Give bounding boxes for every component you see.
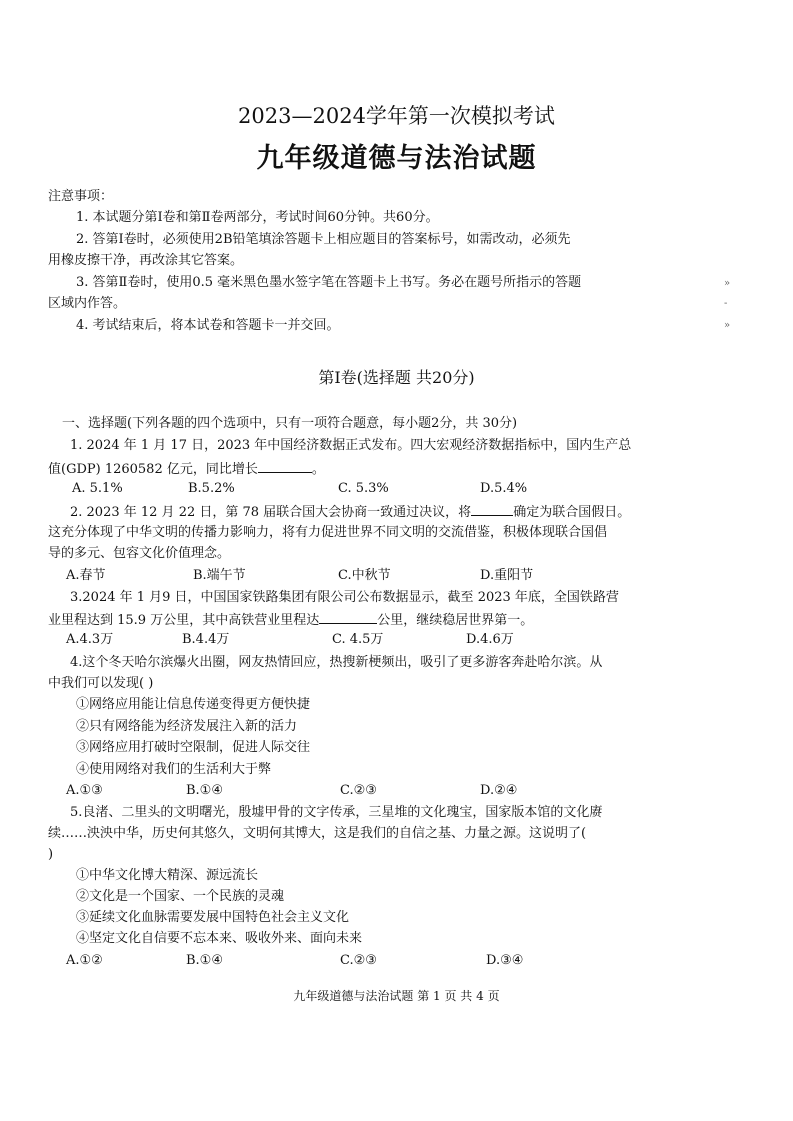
subject-title: 九年级道德与法治试题 <box>256 143 537 174</box>
note-item-2-line-2: 用橡皮擦干净，再改涂其它答案。 <box>48 253 244 268</box>
margin-mark: » <box>724 278 731 289</box>
option-b: B.①④ <box>186 783 223 798</box>
question-stem: 导的多元、包容文化价值理念。 <box>48 546 231 561</box>
statement-item: ④坚定文化自信要不忘本来、吸收外来、面向未来 <box>76 931 363 946</box>
option-c: C.中秋节 <box>338 568 391 583</box>
exam-title: 2023—2024学年第一次模拟考试 <box>238 104 555 128</box>
statement-item: ③网络应用打破时空限制，促进人际交往 <box>76 740 311 755</box>
answer-blank <box>258 460 312 473</box>
page-footer: 九年级道德与法治试题 第 1 页 共 4 页 <box>293 989 500 1003</box>
stem-text: 业里程达到 15.9 万公里，其中高铁营业里程达 <box>48 613 320 628</box>
question-stem: ) <box>48 847 54 862</box>
question-stem: 这充分体现了中华文明的传播力影响力，将有力促进世界不同文明的交流借鉴，积极体现联合国倡 <box>48 525 608 540</box>
option-b: B.①④ <box>186 953 223 968</box>
option-a: A.4.3万 <box>66 632 114 647</box>
question-stem <box>48 460 325 478</box>
question-stem: 5.良渚、二里头的文明曙光，殷墟甲骨的文字传承，三星堆的文化瑰宝，国家版本馆的文化赓 <box>70 805 603 820</box>
note-item-3-line-2: 区域内作答。 <box>48 296 127 311</box>
stem-text: 。 <box>311 462 325 477</box>
statement-item: ④使用网络对我们的生活利大于弊 <box>76 762 272 777</box>
option-c: C. 4.5万 <box>332 632 384 647</box>
question-stem: 中我们可以发现( ) <box>48 676 154 691</box>
margin-mark: - <box>724 298 728 309</box>
section-title: 第Ⅰ卷(选择题 共20分) <box>318 368 475 387</box>
option-d: D.4.6万 <box>466 632 514 647</box>
stem-text: 2. 2023 年 12 月 22 日，第 78 届联合国大会协商一致通过决议，将 <box>70 505 472 520</box>
margin-mark: » <box>724 320 731 331</box>
statement-item: ①网络应用能让信息传递变得更方便快捷 <box>76 697 311 712</box>
question-stem <box>48 611 533 629</box>
stem-text: 确定为联合国假日。 <box>513 505 631 520</box>
option-d: D.③④ <box>486 953 524 968</box>
statement-item: ②只有网络能为经济发展注入新的活力 <box>76 719 298 734</box>
option-a: A.春节 <box>66 568 106 583</box>
option-a: A.①② <box>66 953 103 968</box>
note-item-4: 4. 考试结束后，将本试卷和答题卡一并交回。 <box>76 318 340 333</box>
question-stem: 1. 2024 年 1 月 17 日，2023 年中国经济数据正式发布。四大宏观经济数据指标中，国内生产总 <box>70 438 632 453</box>
option-a: A. 5.1% <box>72 481 123 496</box>
option-c: C. 5.3% <box>338 481 389 496</box>
stem-text: 值(GDP) 1260582 亿元，同比增长 <box>48 462 258 477</box>
part-intro: 一、选择题(下列各题的四个选项中，只有一项符合题意，每小题2分，共 30分) <box>62 416 518 431</box>
answer-blank <box>471 503 513 516</box>
notes-label: 注意事项： <box>48 189 114 204</box>
option-a: A.①③ <box>66 783 103 798</box>
statement-item: ③延续文化血脉需要发展中国特色社会主义文化 <box>76 910 350 925</box>
option-b: B.5.2% <box>188 481 235 496</box>
option-b: B.端午节 <box>193 568 246 583</box>
option-d: D.重阳节 <box>480 568 534 583</box>
statement-item: ②文化是一个国家、一个民族的灵魂 <box>76 889 285 904</box>
stem-text: 公里，继续稳居世界第一。 <box>377 613 534 628</box>
question-stem: 3.2024 年 1 月9 日，中国国家铁路集团有限公司公布数据显示，截至 2023 年底，全国铁路营 <box>70 590 619 605</box>
option-d: D.5.4% <box>480 481 528 496</box>
question-stem: 续……泱泱中华，历史何其悠久，文明何其博大，这是我们的自信之基、力量之源。这说明了( <box>48 826 587 841</box>
option-c: C.②③ <box>340 953 377 968</box>
answer-blank <box>319 611 377 624</box>
question-stem: 4.这个冬天哈尔滨爆火出圈，网友热情回应，热搜新梗频出，吸引了更多游客奔赴哈尔滨。从 <box>70 655 603 670</box>
option-d: D.②④ <box>480 783 518 798</box>
note-item-3-line-1: 3. 答第Ⅱ卷时，使用0.5 毫米黑色墨水签字笔在答题卡上书写。务必在题号所指示的答题 <box>76 275 582 290</box>
statement-item: ①中华文化博大精深、源远流长 <box>76 868 259 883</box>
option-b: B.4.4万 <box>182 632 230 647</box>
note-item-2-line-1: 2. 答第Ⅰ卷时，必须使用2B铅笔填涂答题卡上相应题目的答案标号，如需改动，必须先 <box>76 232 571 247</box>
question-stem <box>70 503 630 521</box>
note-item-1: 1. 本试题分第Ⅰ卷和第Ⅱ卷两部分，考试时间60分钟。共60分。 <box>76 210 439 225</box>
option-c: C.②③ <box>340 783 377 798</box>
